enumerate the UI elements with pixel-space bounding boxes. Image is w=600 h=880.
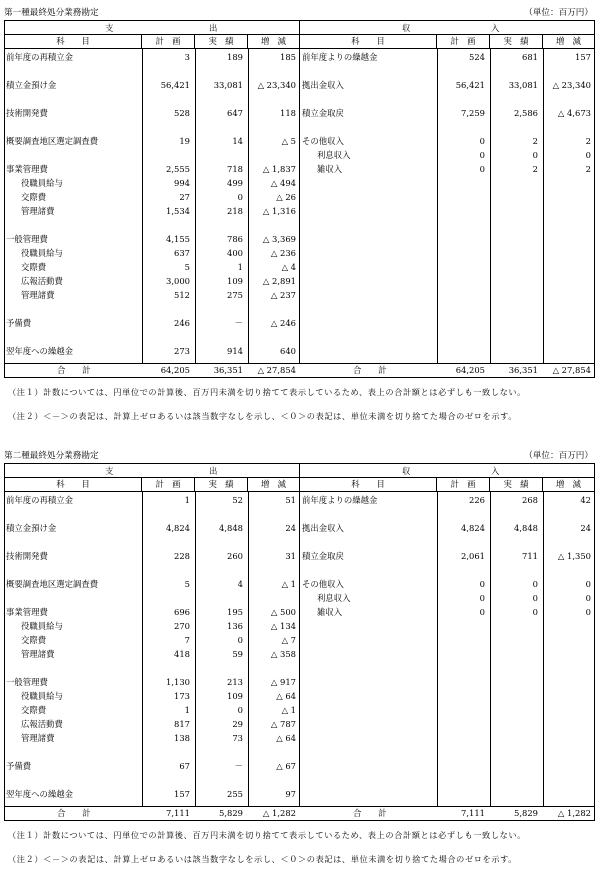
income-item-name: 利息収入	[317, 150, 351, 160]
expense-actual: 213	[227, 677, 243, 687]
expense-item-name: 交際費	[21, 635, 47, 645]
col-diff-income: 増 減	[555, 36, 582, 46]
total-exp-actual: 5,829	[219, 808, 243, 818]
income-plan: 0	[479, 593, 485, 603]
expense-plan: 1,130	[166, 677, 190, 687]
income-actual: 0	[532, 579, 538, 589]
col-diff-income: 増 減	[555, 479, 582, 489]
total-inc-diff: △ 27,854	[552, 365, 591, 375]
income-diff: 2	[585, 136, 591, 146]
expense-actual: 4	[237, 579, 243, 589]
income-plan: 226	[469, 495, 485, 505]
expense-diff: △ 67	[276, 761, 296, 771]
income-header-char-1: 収	[402, 466, 411, 476]
income-actual: 0	[532, 150, 538, 160]
expense-diff: 24	[285, 523, 296, 533]
table-group-header	[5, 464, 594, 478]
expense-plan: 270	[174, 621, 190, 631]
income-item-name: 拠出金収入	[302, 80, 344, 90]
account-table	[4, 20, 595, 378]
expense-diff: △ 1	[281, 579, 296, 589]
expense-plan: 27	[179, 192, 190, 202]
income-row	[5, 578, 594, 590]
expense-row	[5, 718, 594, 730]
expense-actual: 218	[227, 206, 243, 216]
income-row	[5, 163, 594, 175]
expense-plan: 4,155	[166, 234, 190, 244]
expense-row	[5, 191, 594, 203]
expense-item-name: 役職員給与	[21, 621, 63, 631]
income-plan: 0	[479, 579, 485, 589]
expense-item-name: 概要調査地区選定調査費	[6, 136, 99, 146]
expense-diff: △ 246	[270, 318, 296, 328]
expense-actual: 0	[237, 705, 243, 715]
income-diff: △ 4,673	[557, 108, 591, 118]
expense-item-name: 役職員給与	[21, 178, 63, 188]
expense-row	[5, 690, 594, 702]
expense-plan: 67	[179, 761, 190, 771]
income-diff: 24	[580, 523, 591, 533]
total-inc-diff: △ 1,282	[557, 808, 591, 818]
total-label-income: 合 計	[353, 365, 387, 375]
income-item-name: 積立金取戻	[302, 108, 344, 118]
income-diff: 157	[575, 52, 591, 62]
expense-actual: －	[234, 761, 243, 771]
expense-actual: 4,848	[219, 523, 243, 533]
expense-diff: △ 500	[270, 607, 296, 617]
expense-diff: △ 64	[276, 691, 296, 701]
income-actual: 4,848	[514, 523, 538, 533]
expense-diff: △ 5	[281, 136, 296, 146]
expense-actual: 59	[232, 649, 243, 659]
expense-plan: 528	[174, 108, 190, 118]
col-item: 科 目	[5, 478, 142, 491]
income-item-name: 前年度よりの繰越金	[302, 495, 378, 505]
expense-row	[5, 177, 594, 189]
income-actual: 2	[532, 136, 538, 146]
expense-plan: 7	[184, 635, 190, 645]
income-actual: 681	[522, 52, 538, 62]
income-plan: 4,824	[461, 523, 485, 533]
expense-diff: △ 23,340	[257, 80, 296, 90]
expense-row	[5, 620, 594, 632]
income-actual: 0	[532, 607, 538, 617]
income-item-name: その他収入	[302, 136, 344, 146]
income-plan: 0	[479, 607, 485, 617]
income-row	[5, 149, 594, 161]
income-actual: 711	[522, 551, 538, 561]
col-plan: 計 画	[142, 35, 195, 48]
expense-item-name: 翌年度への繰越金	[6, 789, 73, 799]
expense-plan: 994	[174, 178, 190, 188]
note-2: （注２）＜－＞の表記は、計算上ゼロあるいは該当数字なしを示し、＜０＞の表記は、単位未満を切り捨てた場合のゼロを示す。	[8, 411, 518, 421]
expense-actual: 718	[227, 164, 243, 174]
expense-plan: 5	[184, 262, 190, 272]
expense-plan: 696	[174, 607, 190, 617]
col-plan-income: 計 画	[437, 478, 490, 491]
unit-label: （単位：百万円）	[524, 451, 593, 461]
total-exp-diff: △ 27,854	[257, 365, 296, 375]
expense-plan: 228	[174, 551, 190, 561]
expense-diff: 185	[280, 52, 296, 62]
col-diff: 増 減	[248, 35, 300, 48]
expense-actual: 73	[232, 733, 243, 743]
total-label: 合 計	[57, 808, 91, 818]
expense-item-name: 広報活動費	[21, 276, 63, 286]
income-diff: 0	[585, 607, 591, 617]
note-1: （注１）計数については、円単位での計算後、百万円未満を切り捨てて表示しているため、表上の合計額とは必ずしも一致しない。	[8, 387, 526, 397]
income-row	[5, 135, 594, 147]
total-exp-plan: 64,205	[160, 365, 190, 375]
expense-row	[5, 247, 594, 259]
expense-diff: △ 2,891	[262, 276, 296, 286]
col-item-income: 科 目	[300, 478, 437, 491]
expense-plan: 1,534	[166, 206, 190, 216]
section-1	[4, 6, 595, 426]
expense-diff: △ 26	[276, 192, 296, 202]
expense-row	[5, 289, 594, 301]
expense-plan: 273	[174, 346, 190, 356]
income-plan: 2,061	[461, 551, 485, 561]
expense-actual: 255	[227, 789, 243, 799]
expense-diff: △ 917	[270, 677, 296, 687]
expense-diff: △ 134	[270, 621, 296, 631]
expense-item-name: 事業管理費	[6, 164, 48, 174]
expense-diff: △ 1,837	[262, 164, 296, 174]
expense-actual: 14	[232, 136, 243, 146]
expense-item-name: 積立金預け金	[6, 80, 57, 90]
income-header-char-2: 入	[491, 466, 500, 476]
expense-actual: 0	[237, 635, 243, 645]
expense-item-name: 管理諸費	[21, 206, 55, 216]
expense-plan: 817	[174, 719, 190, 729]
expense-header-char-1: 支	[105, 23, 114, 33]
income-actual: 2,586	[514, 108, 538, 118]
expense-item-name: 役職員給与	[21, 248, 63, 258]
expense-item-name: 翌年度への繰越金	[6, 346, 73, 356]
expense-header-char-2: 出	[209, 23, 218, 33]
expense-diff: 31	[285, 551, 296, 561]
col-diff: 増 減	[248, 478, 300, 491]
expense-item-name: 一般管理費	[6, 677, 48, 687]
expense-diff: △ 237	[270, 290, 296, 300]
total-inc-actual: 36,351	[508, 365, 538, 375]
income-row	[5, 550, 594, 562]
income-row	[5, 51, 594, 63]
income-row	[5, 522, 594, 534]
expense-diff: 640	[280, 346, 296, 356]
expense-diff: △ 64	[276, 733, 296, 743]
expense-actual: 109	[227, 276, 243, 286]
income-actual: 2	[532, 164, 538, 174]
section-2	[4, 449, 595, 869]
expense-item-name: 前年度の再積立金	[6, 495, 73, 505]
expense-plan: 173	[174, 691, 190, 701]
account-table	[4, 463, 595, 821]
expense-item-name: 事業管理費	[6, 607, 48, 617]
col-actual: 実 績	[195, 478, 248, 491]
expense-item-name: 予備費	[6, 318, 32, 328]
income-row	[5, 107, 594, 119]
col-actual: 実 績	[195, 35, 248, 48]
column-header	[5, 478, 594, 492]
income-item-name: 雑収入	[317, 164, 343, 174]
expense-actual: 29	[232, 719, 243, 729]
expense-actual: 786	[227, 234, 243, 244]
expense-plan: 19	[179, 136, 190, 146]
income-item-name: その他収入	[302, 579, 344, 589]
expense-actual: 647	[227, 108, 243, 118]
income-plan: 7,259	[461, 108, 485, 118]
income-row	[5, 606, 594, 618]
income-row	[5, 592, 594, 604]
income-plan: 56,421	[455, 80, 485, 90]
expense-diff: △ 7	[281, 635, 296, 645]
expense-item-name: 役職員給与	[21, 691, 63, 701]
expense-row	[5, 732, 594, 744]
col-plan-income: 計 画	[437, 35, 490, 48]
expense-item-name: 一般管理費	[6, 234, 48, 244]
expense-actual: －	[234, 318, 243, 328]
income-diff: 2	[585, 164, 591, 174]
unit-label: （単位：百万円）	[524, 8, 593, 18]
expense-diff: △ 1,316	[262, 206, 296, 216]
expense-row	[5, 788, 594, 800]
expense-row	[5, 317, 594, 329]
col-item: 科 目	[5, 35, 142, 48]
column-header	[5, 35, 594, 49]
expense-actual: 52	[232, 495, 243, 505]
expense-item-name: 管理諸費	[21, 733, 55, 743]
table-group-header	[5, 21, 594, 35]
income-item-name: 積立金取戻	[302, 551, 344, 561]
expense-row	[5, 704, 594, 716]
expense-plan: 3	[184, 52, 190, 62]
total-inc-plan: 7,111	[461, 808, 485, 818]
expense-row	[5, 676, 594, 688]
note-1: （注１）計数については、円単位での計算後、百万円未満を切り捨てて表示しているため、表上の合計額とは必ずしも一致しない。	[8, 830, 526, 840]
expense-item-name: 概要調査地区選定調査費	[6, 579, 99, 589]
expense-actual: 400	[227, 248, 243, 258]
expense-actual: 499	[227, 178, 243, 188]
expense-actual: 275	[227, 290, 243, 300]
expense-actual: 1	[237, 262, 243, 272]
expense-plan: 4,824	[166, 523, 190, 533]
expense-diff: △ 1	[281, 705, 296, 715]
col-plan: 計 画	[142, 478, 195, 491]
expense-diff: △ 787	[270, 719, 296, 729]
col-item-income: 科 目	[300, 35, 437, 48]
income-actual: 0	[532, 593, 538, 603]
income-item-name: 利息収入	[317, 593, 351, 603]
col-actual-income: 実 績	[490, 478, 543, 491]
total-exp-plan: 7,111	[166, 808, 190, 818]
income-header-char-1: 収	[402, 23, 411, 33]
income-plan: 0	[479, 136, 485, 146]
total-row	[5, 806, 594, 819]
income-diff: 0	[585, 150, 591, 160]
income-plan: 0	[479, 164, 485, 174]
expense-plan: 2,555	[166, 164, 190, 174]
expense-item-name: 管理諸費	[21, 290, 55, 300]
total-row	[5, 363, 594, 376]
total-exp-diff: △ 1,282	[262, 808, 296, 818]
expense-actual: 260	[227, 551, 243, 561]
section-title: 第二種最終処分業務勘定	[4, 451, 99, 461]
expense-plan: 246	[174, 318, 190, 328]
total-exp-actual: 36,351	[213, 365, 243, 375]
expense-row	[5, 345, 594, 357]
expense-row	[5, 261, 594, 273]
income-diff: △ 1,350	[557, 551, 591, 561]
expense-item-name: 予備費	[6, 761, 32, 771]
total-label-income: 合 計	[353, 808, 387, 818]
expense-row	[5, 648, 594, 660]
expense-item-name: 管理諸費	[21, 649, 55, 659]
expense-diff: △ 3,369	[262, 234, 296, 244]
expense-actual: 195	[227, 607, 243, 617]
income-item-name: 前年度よりの繰越金	[302, 52, 378, 62]
expense-plan: 138	[174, 733, 190, 743]
section-title: 第一種最終処分業務勘定	[4, 8, 99, 18]
income-diff: △ 23,340	[552, 80, 591, 90]
expense-diff: 51	[285, 495, 296, 505]
expense-item-name: 交際費	[21, 262, 47, 272]
expense-row	[5, 634, 594, 646]
expense-diff: △ 358	[270, 649, 296, 659]
expense-item-name: 広報活動費	[21, 719, 63, 729]
table-body	[5, 49, 594, 363]
expense-row	[5, 275, 594, 287]
expense-item-name: 交際費	[21, 705, 47, 715]
income-item-name: 雑収入	[317, 607, 343, 617]
expense-header-char-2: 出	[209, 466, 218, 476]
col-actual-income: 実 績	[490, 35, 543, 48]
table-body	[5, 492, 594, 806]
expense-actual: 914	[227, 346, 243, 356]
expense-actual: 0	[237, 192, 243, 202]
expense-plan: 512	[174, 290, 190, 300]
expense-plan: 1	[184, 495, 190, 505]
income-row	[5, 79, 594, 91]
expense-item-name: 技術開発費	[6, 551, 48, 561]
total-label: 合 計	[57, 365, 91, 375]
income-plan: 0	[479, 150, 485, 160]
expense-diff: △ 494	[270, 178, 296, 188]
expense-header-char-1: 支	[105, 466, 114, 476]
expense-item-name: 技術開発費	[6, 108, 48, 118]
expense-plan: 637	[174, 248, 190, 258]
expense-plan: 1	[184, 705, 190, 715]
expense-actual: 136	[227, 621, 243, 631]
income-diff: 0	[585, 593, 591, 603]
income-diff: 0	[585, 579, 591, 589]
income-plan: 524	[469, 52, 485, 62]
expense-diff: 118	[280, 108, 296, 118]
income-row	[5, 494, 594, 506]
income-actual: 33,081	[508, 80, 538, 90]
expense-actual: 109	[227, 691, 243, 701]
expense-plan: 5	[184, 579, 190, 589]
income-item-name: 拠出金収入	[302, 523, 344, 533]
income-actual: 268	[522, 495, 538, 505]
expense-plan: 418	[174, 649, 190, 659]
total-inc-actual: 5,829	[514, 808, 538, 818]
income-diff: 42	[580, 495, 591, 505]
expense-plan: 56,421	[160, 80, 190, 90]
expense-diff: △ 236	[270, 248, 296, 258]
income-header-char-2: 入	[491, 23, 500, 33]
expense-item-name: 交際費	[21, 192, 47, 202]
expense-diff: △ 4	[281, 262, 296, 272]
note-2: （注２）＜－＞の表記は、計算上ゼロあるいは該当数字なしを示し、＜０＞の表記は、単位未満を切り捨てた場合のゼロを示す。	[8, 854, 518, 864]
total-inc-plan: 64,205	[455, 365, 485, 375]
expense-item-name: 前年度の再積立金	[6, 52, 73, 62]
expense-row	[5, 760, 594, 772]
expense-row	[5, 233, 594, 245]
expense-diff: 97	[285, 789, 296, 799]
expense-item-name: 積立金預け金	[6, 523, 57, 533]
expense-plan: 3,000	[166, 276, 190, 286]
expense-row	[5, 205, 594, 217]
expense-plan: 157	[174, 789, 190, 799]
expense-actual: 33,081	[213, 80, 243, 90]
expense-actual: 189	[227, 52, 243, 62]
